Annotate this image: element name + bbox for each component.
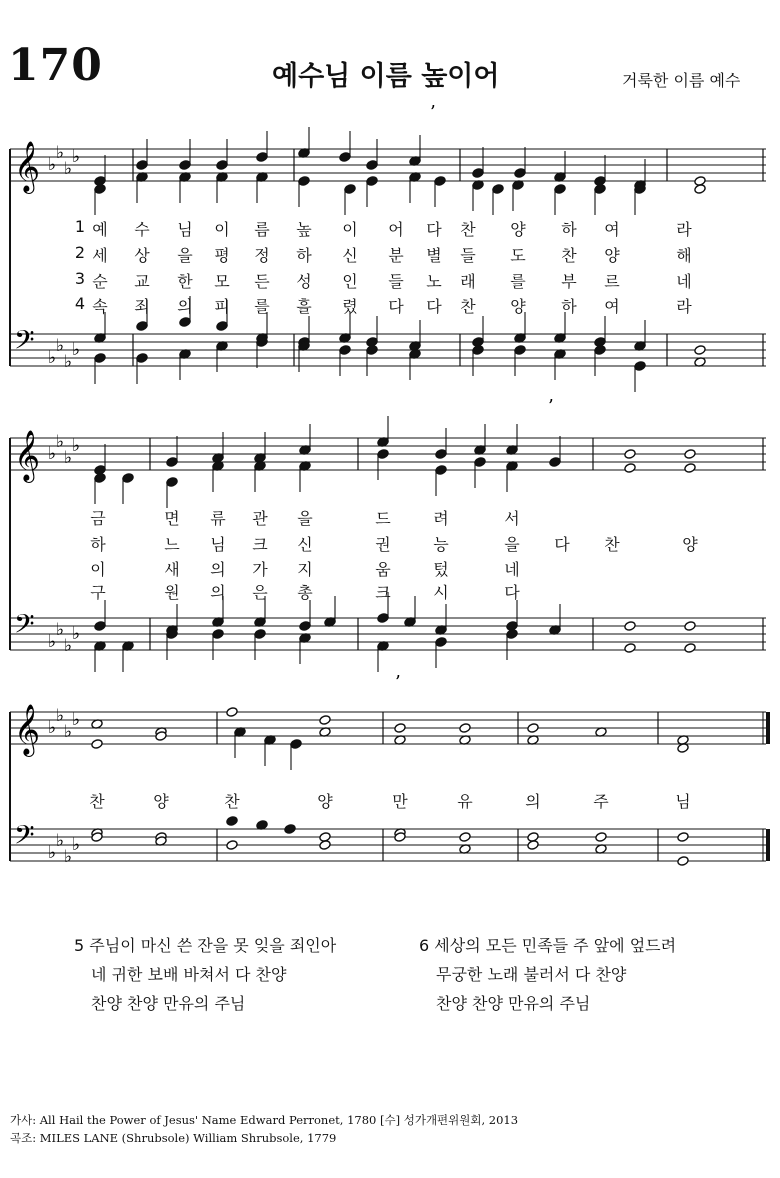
lyric-syllable: 가 [252,560,268,579]
stanza-line: 주님이 마신 쓴 잔을 못 잊을 죄인아 [89,936,337,955]
note-head [527,723,539,734]
note-head [474,457,486,468]
lyric-syllable: 속 [92,297,108,316]
lyric-syllable: 도 [510,246,526,265]
stanza-5 [74,931,336,1018]
lyric-syllable: 찬 [604,535,620,554]
lyric-syllable: 면 [164,509,180,528]
note-head [366,345,378,356]
lyric-syllable: 이 [214,220,230,239]
bass-clef: 𝄢 [14,324,35,362]
flat-sign: ♭ [72,147,81,167]
flat-sign: ♭ [64,159,73,179]
flat-sign: ♭ [48,444,57,464]
note-head [435,637,447,648]
lyric-syllable: 을 [297,509,313,528]
hymn-subtitle: 거룩한 이름 예수 [622,71,741,90]
note-head [254,629,266,640]
note-head [684,621,696,632]
flat-sign: ♭ [64,352,73,372]
note-head [677,832,689,843]
lyric-syllable: 능 [433,535,449,554]
lyric-syllable: 래 [460,272,476,291]
flat-sign: ♭ [56,831,65,851]
bass-clef: 𝄢 [14,819,35,857]
note-head [435,465,447,476]
lyric-syllable: 르 [604,272,620,291]
flat-sign: ♭ [48,843,57,863]
lyric-syllable: 죄 [134,297,150,316]
flat-sign: ♭ [64,636,73,656]
note-head [136,353,148,364]
note-head [256,152,268,163]
lyric-syllable: 해 [676,246,692,265]
flat-sign: ♭ [72,835,81,855]
lyric-syllable: 수 [134,220,150,239]
lyric-syllable: 여 [604,220,620,239]
lyric-syllable: 예 [92,220,108,239]
note-head [594,184,606,195]
verse-label: 2 [74,243,86,262]
flat-sign: ♭ [72,624,81,644]
note-head [624,449,636,460]
note-head [435,449,447,460]
lyric-syllable: 의 [525,792,541,811]
lyric-syllable: 라 [676,220,692,239]
lyric-syllable: 찬 [89,792,105,811]
lyric-syllable: 라 [676,297,692,316]
lyric-syllable: 하 [561,297,577,316]
lyric-syllable: 들 [388,272,404,291]
flat-sign: ♭ [64,448,73,468]
lyric-syllable: 다 [504,583,520,602]
lyric-syllable: 다 [554,535,570,554]
flat-sign: ♭ [56,143,65,163]
lyric-syllable: 찬 [224,792,240,811]
lyric-syllable: 은 [252,583,268,602]
lyric-syllable: 다 [388,297,404,316]
lyric-syllable: 인 [342,272,358,291]
lyric-syllable: 새 [164,560,180,579]
flat-sign: ♭ [48,348,57,368]
note-head [299,621,311,632]
lyric-syllable: 류 [210,509,226,528]
note-head [594,345,606,356]
note-head [677,856,689,867]
stanza-6 [419,931,676,1018]
treble-clef: 𝄞 [14,704,41,755]
lyric-syllable: 들 [460,246,476,265]
lyric-syllable: 텄 [433,560,449,579]
note-head [226,816,238,827]
note-head [226,840,238,851]
stanza-line: 네 귀한 보배 바쳐서 다 찬양 [91,965,287,984]
lyric-syllable: 름 [254,220,270,239]
verse-label: 1 [74,217,86,236]
note-head [624,621,636,632]
lyric-syllable: 크 [375,583,391,602]
lyric-syllable: 움 [375,560,391,579]
lyric-syllable: 세 [92,246,108,265]
lyric-syllable: 양 [510,297,526,316]
tune-credit: 곡조: MILES LANE (Shrubsole) William Shrubsole, 1779 [10,1131,337,1145]
note-head [624,643,636,654]
breath-mark: ’ [395,672,401,693]
note-head [549,457,561,468]
flat-sign: ♭ [64,722,73,742]
note-head [377,449,389,460]
hymn-number: 170 [8,40,103,91]
stanza-number: 6 [419,936,430,955]
lyric-syllable: 노 [426,272,442,291]
lyric-syllable: 의 [210,560,226,579]
lyric-syllable: 순 [92,272,108,291]
note-head [634,361,646,372]
lyric-syllable: 높 [296,220,312,239]
note-head [366,160,378,171]
lyric-syllable: 다 [426,297,442,316]
lyric-syllable: 네 [504,560,520,579]
lyric-syllable: 든 [254,272,270,291]
note-head [472,345,484,356]
note-head [339,345,351,356]
stanza-line: 세상의 모든 민족들 주 앞에 엎드려 [434,936,677,955]
lyric-syllable: 찬 [460,220,476,239]
note-head [344,184,356,195]
lyric-syllable: 의 [210,583,226,602]
lyric-syllable: 을 [177,246,193,265]
hymn-title: 예수님 이름 높이어 [272,61,500,92]
treble-clef: 𝄞 [14,141,41,192]
note-head [527,840,539,851]
lyric-syllable: 를 [254,297,270,316]
lyric-syllable: 신 [342,246,358,265]
flat-sign: ♭ [72,436,81,456]
note-head [624,463,636,474]
breath-mark: ’ [548,396,554,417]
treble-clef: 𝄞 [14,430,41,481]
breath-mark: ’ [430,102,436,123]
flat-sign: ♭ [48,155,57,175]
note-head [290,739,302,750]
lyric-syllable: 양 [682,535,698,554]
flat-sign: ♭ [56,432,65,452]
note-head [394,723,406,734]
note-head [472,168,484,179]
lyric-syllable: 금 [90,509,106,528]
lyric-syllable: 흘 [296,297,312,316]
note-head [492,184,504,195]
lyric-syllable: 부 [561,272,577,291]
note-head [136,160,148,171]
lyric-syllable: 다 [426,220,442,239]
note-head [284,824,296,835]
lyric-syllable: 모 [214,272,230,291]
flat-sign: ♭ [56,620,65,640]
lyric-syllable: 총 [297,583,313,602]
lyric-syllable: 이 [342,220,358,239]
verse-label: 4 [74,294,86,313]
note-head [166,457,178,468]
stanza-line: 찬양 찬양 만유의 주님 [91,994,246,1013]
lyric-syllable: 여 [604,297,620,316]
flat-sign: ♭ [48,718,57,738]
note-head [226,707,238,718]
lyric-syllable: 를 [510,272,526,291]
lyric-syllable: 성 [296,272,312,291]
lyric-syllable: 분 [388,246,404,265]
lyric-syllable: 어 [388,220,404,239]
lyric-syllable: 지 [297,560,313,579]
flat-sign: ♭ [56,706,65,726]
lyric-syllable: 관 [252,509,268,528]
flat-sign: ♭ [48,632,57,652]
note-head [514,345,526,356]
note-head [459,832,471,843]
flat-sign: ♭ [64,847,73,867]
lyric-syllable: 시 [433,583,449,602]
lyric-syllable: 하 [296,246,312,265]
lyric-syllable: 찬 [561,246,577,265]
lyric-syllable: 한 [177,272,193,291]
note-head [554,184,566,195]
lyric-syllable: 별 [426,246,442,265]
note-head [377,613,389,624]
note-head [684,643,696,654]
lyric-syllable: 정 [254,246,270,265]
lyric-syllable: 교 [134,272,150,291]
note-head [94,184,106,195]
note-head [459,723,471,734]
note-head [122,473,134,484]
note-head [694,184,706,195]
note-head [366,176,378,187]
lyric-syllable: 피 [214,297,230,316]
lyric-syllable: 구 [90,583,106,602]
note-head [684,449,696,460]
lyric-syllable: 평 [214,246,230,265]
lyric-syllable: 하 [561,220,577,239]
note-head [94,621,106,632]
lyric-syllable: 님 [675,792,691,811]
lyric-syllable: 서 [504,509,520,528]
note-head [694,345,706,356]
verse-label: 3 [74,269,86,288]
note-head [212,629,224,640]
stanza-number: 5 [74,936,85,955]
lyric-syllable: 양 [153,792,169,811]
note-head [298,176,310,187]
lyric-syllable: 양 [510,220,526,239]
note-head [319,840,331,851]
lyric-syllable: 유 [457,792,473,811]
note-head [91,739,103,750]
note-head [319,715,331,726]
flat-sign: ♭ [72,340,81,360]
lyric-syllable: 님 [177,220,193,239]
stanza-line: 찬양 찬양 만유의 주님 [436,994,591,1013]
lyric-syllable: 만 [392,792,408,811]
lyric-syllable: 원 [164,583,180,602]
lyric-syllable: 렸 [342,297,358,316]
lyric-syllable: 주 [593,792,609,811]
note-head [179,317,191,328]
lyric-syllable: 려 [433,509,449,528]
lyric-syllable: 상 [134,246,150,265]
lyric-syllable: 의 [177,297,193,316]
note-head [514,168,526,179]
note-head [216,160,228,171]
bass-clef: 𝄢 [14,608,35,646]
flat-sign: ♭ [56,336,65,356]
note-head [136,321,148,332]
note-head [339,152,351,163]
lyric-syllable: 양 [317,792,333,811]
lyric-syllable: 권 [375,535,391,554]
lyrics-credit: 가사: All Hail the Power of Jesus' Name Edward Perronet, 1780 [수] 성가개편위원회, 2013 [10,1113,519,1127]
note-head [179,160,191,171]
lyric-syllable: 신 [297,535,313,554]
lyric-syllable: 드 [375,509,391,528]
lyric-syllable: 느 [164,535,180,554]
note-head [216,321,228,332]
lyric-syllable: 찬 [460,297,476,316]
lyric-syllable: 을 [504,535,520,554]
lyric-syllable: 네 [676,272,692,291]
flat-sign: ♭ [72,710,81,730]
note-head [94,473,106,484]
note-head [595,832,607,843]
stanza-line: 무궁한 노래 불러서 다 찬양 [436,965,627,984]
lyric-syllable: 이 [90,560,106,579]
lyric-syllable: 하 [90,535,106,554]
lyric-syllable: 양 [604,246,620,265]
note-head [166,477,178,488]
note-head [506,629,518,640]
lyric-syllable: 크 [252,535,268,554]
note-head [434,176,446,187]
note-head [94,353,106,364]
note-head [684,463,696,474]
lyric-syllable: 님 [210,535,226,554]
